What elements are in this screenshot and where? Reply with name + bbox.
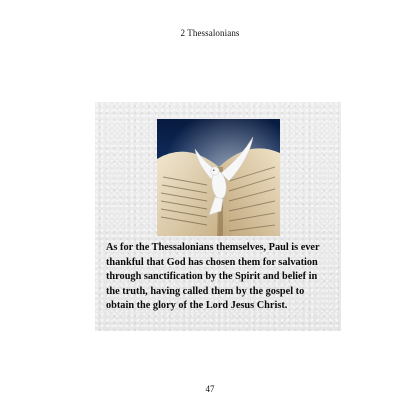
page-number: 47 (205, 384, 215, 394)
verse-line: the truth, having called them by the gospel to (106, 285, 305, 297)
bible-dove-image (157, 119, 280, 236)
verse-line: through sanctification by the Spirit and belief in (106, 271, 318, 283)
content-card (95, 102, 341, 331)
verse-line: obtain the glory of the Lord Jesus Christ. (106, 300, 288, 312)
verse-line: thankful that God has chosen them for salvation (106, 256, 318, 268)
bible-dove-icon (157, 119, 280, 236)
verse-line: As for the Thessalonians themselves, Paul is ever (106, 242, 320, 253)
verse-paragraph (106, 241, 336, 314)
page-header: 2 Thessalonians (180, 28, 240, 38)
